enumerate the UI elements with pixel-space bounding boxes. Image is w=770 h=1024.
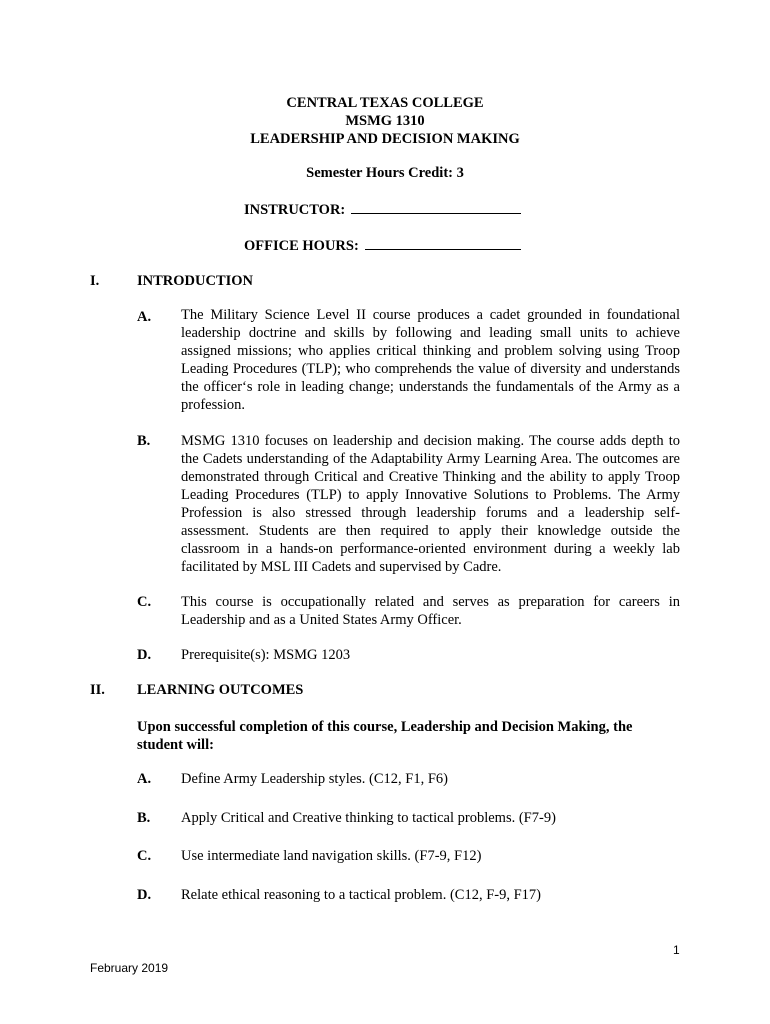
outcome-item-text: Relate ethical reasoning to a tactical problem. (C12, F-9, F17) [181, 887, 541, 903]
college-name: CENTRAL TEXAS COLLEGE [286, 95, 484, 111]
course-title: LEADERSHIP AND DECISION MAKING [250, 131, 520, 147]
outcome-item-text: Use intermediate land navigation skills. (F7-9, F12) [181, 848, 482, 864]
office-hours-line [244, 237, 521, 255]
office-hours-label: OFFICE HOURS: [244, 238, 359, 254]
intro-item-text: MSMG 1310 focuses on leadership and decision making. The course adds depth to the Cadets understanding of the Adaptability Army Learning Area. The outcomes are demonstrated through Critical and Creative Thinking and the ability to apply Troop Leading Procedures (TLP) to apply Innovative Solutions to Problems. The Army Profession is also stressed through leadership forums and a leadership self-assessment. Students are then required to apply their knowledge outside the classroom in a hands-on performance-oriented environment during a weekly lab facilitated by MSL III Cadets and supervised by Cadre. [181, 433, 680, 575]
intro-item-text: The Military Science Level II course produces a cadet grounded in foundational leadership doctrine and skills by following and leading small units to achieve assigned missions; who applies critical thinking and problem solving using Troop Leading Procedures (TLP); who comprehends the value of diversity and understands the officer‘s role in leading change; understands the fundamentals of the Army as a profession. [181, 307, 680, 413]
footer-date: February 2019 [90, 961, 169, 975]
outcome-item-letter: A. [137, 771, 152, 787]
instructor-blank [351, 201, 521, 214]
outcomes-lead-text: Upon successful completion of this course, Leadership and Decision Making, the student will: [137, 719, 633, 753]
instructor-line [244, 201, 521, 219]
semester-hours-credit: Semester Hours Credit: 3 [306, 165, 464, 181]
section-title-outcomes: LEARNING OUTCOMES [137, 682, 304, 698]
course-code: MSMG 1310 [345, 113, 425, 129]
outcome-item-letter: D. [137, 887, 152, 903]
outcome-item-text: Define Army Leadership styles. (C12, F1, F6) [181, 771, 449, 787]
office-hours-blank [365, 237, 521, 250]
intro-item-text: Prerequisite(s): MSMG 1203 [181, 647, 351, 663]
section-numeral-outcomes: II. [90, 682, 105, 698]
section-numeral-intro: I. [90, 273, 100, 289]
section-title-intro: INTRODUCTION [137, 273, 254, 289]
intro-item-text: This course is occupationally related and serves as preparation for careers in Leadership and as a United States Army Officer. [181, 594, 680, 628]
outcome-item-text: Apply Critical and Creative thinking to tactical problems. (F7-9) [181, 810, 556, 826]
intro-item-letter: D. [137, 647, 152, 663]
intro-item-letter: A. [137, 309, 152, 325]
outcome-item-letter: B. [137, 810, 151, 826]
document-header [0, 94, 770, 148]
outcome-item-letter: C. [137, 848, 152, 864]
page-number: 1 [673, 943, 680, 957]
intro-item-letter: C. [137, 594, 152, 610]
intro-item-letter: B. [137, 433, 151, 449]
instructor-label: INSTRUCTOR: [244, 202, 346, 218]
